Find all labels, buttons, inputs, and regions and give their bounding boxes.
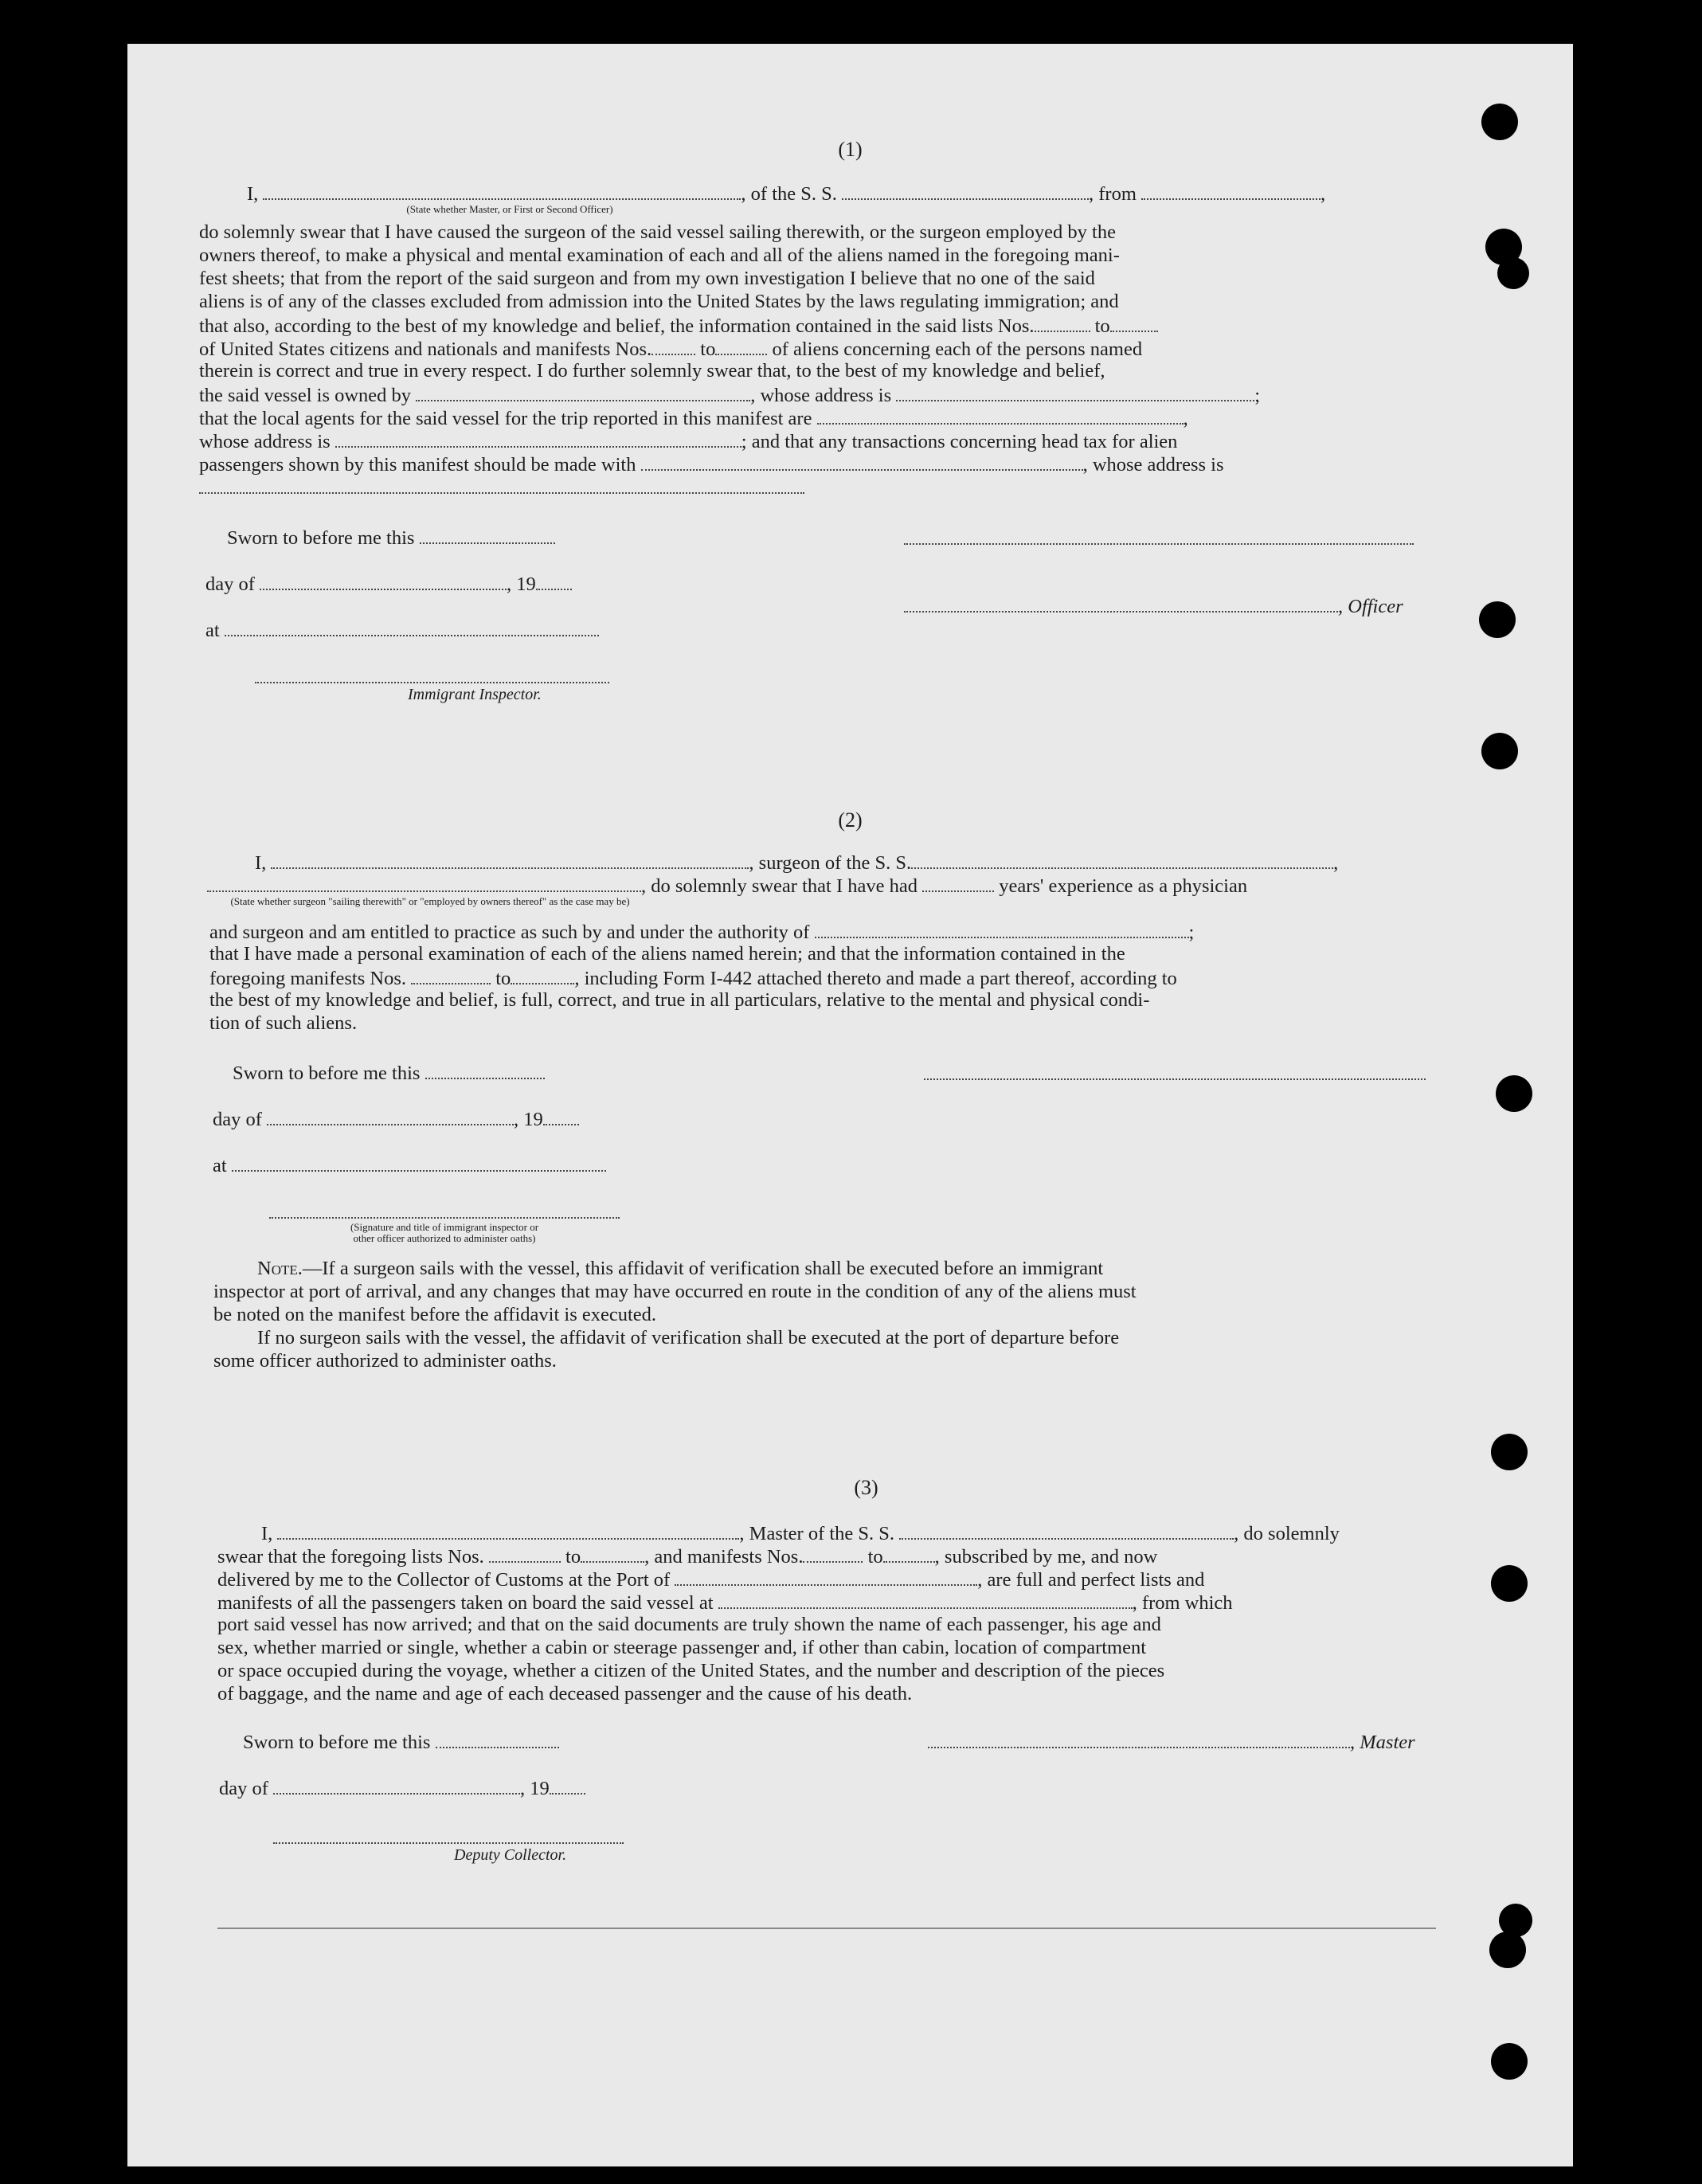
blank-head-tax-address[interactable]: [199, 475, 804, 494]
section-3-day-of: day of , 19: [219, 1775, 585, 1800]
blank-head-tax-agent[interactable]: [641, 452, 1083, 471]
section-2-signature-note-1: (Signature and title of immigrant inspector or: [350, 1221, 539, 1233]
section-1-line-1: I, , of the S. S. , from ,: [247, 181, 1325, 205]
document-page: [127, 44, 1573, 2166]
blank-vessel-name-3[interactable]: [899, 1521, 1234, 1540]
punch-hole: [1491, 1565, 1528, 1602]
blank-manifests-from-3[interactable]: [803, 1544, 863, 1563]
blank-sworn-day-3[interactable]: [436, 1729, 559, 1748]
section-1-para-line: [199, 475, 804, 499]
blank-inspector-signature-2[interactable]: [269, 1217, 620, 1219]
blank-officer-rank[interactable]: [263, 181, 741, 200]
blank-year[interactable]: [536, 571, 572, 590]
bottom-rule: [217, 1928, 1436, 1929]
section-3-line-4: manifests of all the passengers taken on board the said vessel at , from which: [217, 1590, 1233, 1615]
section-3-para-line: of baggage, and the name and age of each deceased passenger and the cause of his death.: [217, 1683, 913, 1705]
section-3-para-line: port said vessel has now arrived; and that on the said documents are truly shown the name of each passenger, his age and: [217, 1614, 1161, 1635]
blank-year-2[interactable]: [543, 1106, 579, 1125]
section-1-para-line: fest sheets; that from the report of the said surgeon and from my own investigation I believe that no one of the said: [199, 268, 1095, 289]
punch-hole: [1497, 257, 1529, 289]
section-2-line-1: I, , surgeon of the S. S. ,: [255, 850, 1338, 875]
section-3-para-line: sex, whether married or single, whether a cabin or steerage passenger and, if other than cabin, location of compartment: [217, 1637, 1147, 1658]
section-1-para-line: therein is correct and true in every respect. I do further solemnly swear that, to the best of my knowledge and belief,: [199, 360, 1105, 382]
section-2-note-line: be noted on the manifest before the affidavit is executed.: [213, 1304, 657, 1325]
blank-surgeon-status[interactable]: [207, 873, 641, 892]
section-2-status-note: (State whether surgeon "sailing therewith" or "employed by owners thereof" as the case may be): [230, 895, 630, 907]
blank-agents-address[interactable]: [335, 429, 741, 448]
blank-surgeon-signature[interactable]: [924, 1078, 1426, 1080]
section-3-line-2: swear that the foregoing lists Nos. to , and manifests Nos. to , subscribed by me, and now: [217, 1544, 1157, 1568]
section-1-para-line: do solemnly swear that I have caused the surgeon of the said vessel sailing therewith, or the surgeon employed by the: [199, 221, 1116, 243]
blank-manifests-from-2[interactable]: [411, 965, 491, 984]
blank-embark-port[interactable]: [718, 1590, 1133, 1609]
section-1-inspector-label: Immigrant Inspector.: [408, 686, 542, 703]
punch-hole: [1489, 1932, 1526, 1968]
section-2-line-2: , do solemnly swear that I have had years' experience as a physician: [207, 873, 1247, 898]
section-2-note-line: Note.—If a surgeon sails with the vessel, this affidavit of verification shall be executed before an immigrant: [257, 1258, 1104, 1279]
section-1-para-line: owners thereof, to make a physical and mental examination of each and all of the aliens named in the foregoing mani-: [199, 245, 1120, 266]
section-1-para-line: passengers shown by this manifest should be made with , whose address is: [199, 452, 1224, 476]
section-2-para-line: tion of such aliens.: [209, 1012, 358, 1034]
section-1-number: (1): [838, 138, 863, 161]
section-3-line-1: I, , Master of the S. S. , do solemnly: [261, 1521, 1340, 1545]
blank-sworn-day-2[interactable]: [425, 1060, 545, 1079]
section-2-day-of: day of , 19: [213, 1106, 579, 1131]
section-2-signature-note-2: other officer authorized to administer oaths): [353, 1232, 536, 1244]
section-1-para-line: aliens is of any of the classes excluded from admission into the United States by the laws regulating immigration; and: [199, 291, 1119, 312]
section-2-note-line: some officer authorized to administer oaths.: [213, 1350, 557, 1372]
blank-owner[interactable]: [416, 382, 750, 401]
blank-place[interactable]: [225, 617, 599, 636]
blank-authority[interactable]: [815, 919, 1189, 938]
section-1-para-line: that also, according to the best of my knowledge and belief, the information contained in the said lists Nos. to: [199, 313, 1158, 338]
punch-hole: [1491, 1434, 1528, 1470]
blank-deputy-signature[interactable]: [273, 1842, 624, 1844]
section-2-note-line: If no surgeon sails with the vessel, the affidavit of verification shall be executed at the port of departure before: [257, 1327, 1120, 1348]
blank-owner-address[interactable]: [896, 382, 1254, 401]
section-2-sworn: Sworn to before me this: [233, 1060, 545, 1085]
section-2-para-line: foregoing manifests Nos. to , including Form I-442 attached thereto and made a part thereof, according to: [209, 965, 1177, 990]
blank-place-2[interactable]: [232, 1153, 606, 1172]
blank-month-2[interactable]: [267, 1106, 514, 1125]
blank-sworn-day[interactable]: [420, 525, 555, 544]
section-1-at: at: [205, 617, 599, 642]
punch-hole: [1496, 1075, 1532, 1112]
section-1-sworn: Sworn to before me this: [227, 525, 555, 550]
section-3-number: (3): [854, 1476, 878, 1499]
section-1-para-line: of United States citizens and nationals and manifests Nos. to of aliens concerning each of the persons named: [199, 336, 1142, 361]
blank-manifests-from[interactable]: [651, 336, 695, 355]
section-1-para-line: whose address is ; and that any transactions concerning head tax for alien: [199, 429, 1177, 453]
blank-manifests-to-3[interactable]: [883, 1544, 935, 1563]
blank-manifests-to-2[interactable]: [511, 965, 574, 984]
punch-hole: [1481, 733, 1518, 769]
section-3-deputy-label: Deputy Collector.: [454, 1846, 567, 1864]
blank-officer-signature[interactable]: [904, 593, 1338, 613]
blank-month[interactable]: [260, 571, 507, 590]
blank-month-3[interactable]: [273, 1775, 520, 1795]
blank-vessel-name[interactable]: [842, 181, 1089, 200]
blank-vessel-name-2[interactable]: [911, 850, 1333, 869]
blank-lists-to[interactable]: [1110, 313, 1158, 332]
blank-from-port[interactable]: [1141, 181, 1321, 200]
blank-port[interactable]: [675, 1567, 977, 1586]
section-1-para-line: that the local agents for the said vessel for the trip reported in this manifest are ,: [199, 405, 1188, 430]
punch-hole: [1491, 2043, 1528, 2080]
blank-master-signature[interactable]: [928, 1729, 1350, 1748]
section-3-para-line: or space occupied during the voyage, whether a citizen of the United States, and the number and description of the pieces: [217, 1660, 1165, 1681]
section-2-number: (2): [838, 808, 863, 832]
blank-lists-from[interactable]: [1035, 313, 1090, 332]
section-3-line-3: delivered by me to the Collector of Customs at the Port of , are full and perfect lists and: [217, 1567, 1204, 1591]
section-2-note-line: inspector at port of arrival, and any changes that may have occurred en route in the condition of any of the aliens must: [213, 1281, 1137, 1302]
blank-year-3[interactable]: [550, 1775, 585, 1795]
blank-local-agents[interactable]: [817, 405, 1184, 425]
section-2-para-line: the best of my knowledge and belief, is full, correct, and true in all particulars, relative to the mental and physical condi-: [209, 989, 1150, 1011]
punch-hole: [1481, 104, 1518, 140]
blank-surgeon-name[interactable]: [271, 850, 749, 869]
blank-manifests-to[interactable]: [715, 336, 767, 355]
section-2-para-line: and surgeon and am entitled to practice as such by and under the authority of ;: [209, 919, 1194, 944]
section-1-day-of: day of , 19: [205, 571, 572, 596]
section-2-para-line: that I have made a personal examination of each of the aliens named herein; and that the information contained in the: [209, 943, 1125, 965]
blank-lists-to-3[interactable]: [581, 1544, 644, 1563]
section-1-rank-note: (State whether Master, or First or Second Officer): [406, 203, 613, 215]
section-3-sworn: Sworn to before me this: [243, 1729, 559, 1754]
blank-lists-from-3[interactable]: [489, 1544, 561, 1563]
punch-hole: [1479, 601, 1516, 638]
blank-years[interactable]: [922, 873, 994, 892]
blank-master-name[interactable]: [277, 1521, 739, 1540]
section-1-para-line: the said vessel is owned by , whose address is ;: [199, 382, 1260, 407]
section-2-at: at: [213, 1153, 606, 1177]
section-3-master: , Master: [928, 1729, 1415, 1754]
section-1-officer: , Officer: [904, 593, 1403, 618]
blank-signature-1[interactable]: [904, 543, 1414, 545]
